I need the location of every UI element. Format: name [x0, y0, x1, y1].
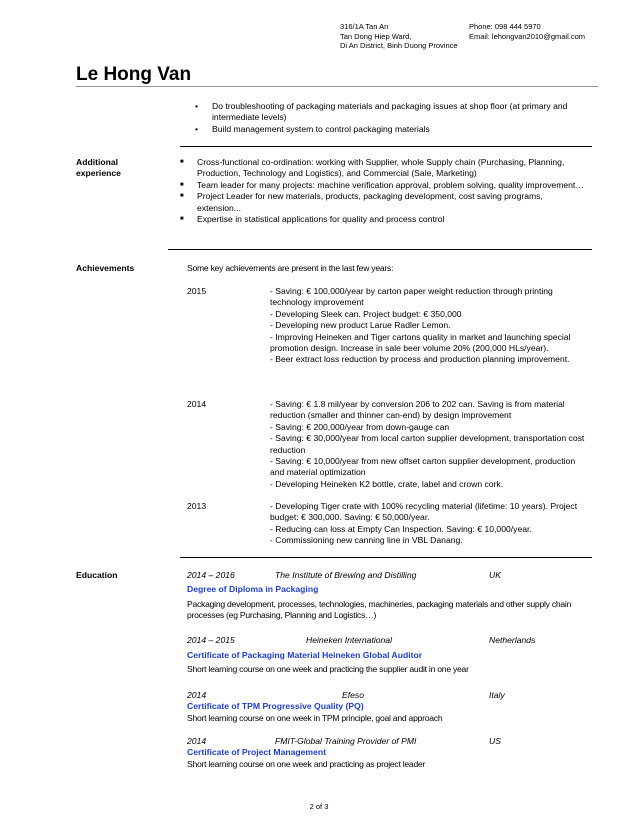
achievement-line: - Developing Tiger crate with 100% recycling material (lifetime: 10 years). Project budget: € 300,000. Saving: € 50,000/year. [270, 501, 578, 523]
education-desc: Packaging development, processes, technologies, machineries, packaging materials and other supply chain processes (eg Purchasing, Planning and Logistics…) [187, 599, 572, 621]
education-desc: Short learning course on one week in TPM principle, goal and approach [187, 713, 443, 723]
education-country: Netherlands [489, 635, 536, 645]
education-title: Certificate of TPM Progressive Quality (PQ) [187, 701, 364, 711]
list-item: ■ Team leader for many projects: machine verification approval, problem solving, quality improvement… [180, 179, 584, 190]
list-item: ■ Project Leader for new materials, products, packaging development, cost saving programs, extension... [180, 191, 543, 213]
education-institution: Heineken International [306, 635, 392, 645]
name-divider [76, 86, 598, 87]
education-date: 2014 – 2016 [187, 570, 235, 580]
achievement-line: - Improving Heineken and Tiger cartons quality in market and launching special promotion design. Increase in sale beer volume 20% (200,000 HLs/year). [270, 331, 571, 354]
page-number: 2 of 3 [309, 802, 329, 811]
achievement-line: - Saving: € 100,000/year by carton paper weight reduction through printing technology improvement [270, 286, 553, 308]
bullet-square-icon: ■ [180, 193, 184, 200]
achievement-line: - Saving: € 200,000/year from down-gauge can [270, 421, 450, 432]
education-desc: Short learning course on one week and practicing the supplier audit in one year [187, 664, 469, 674]
achievements-label: Achievements [76, 263, 135, 273]
bullet-dot-icon: • [195, 101, 199, 111]
list-item: ■ Expertise in statistical applications for quality and process control [180, 214, 445, 225]
achievement-list-2014 [270, 399, 588, 490]
bullet-square-icon: ■ [180, 181, 184, 188]
email-text: Email: lehongvan2010@gmail.com [469, 31, 586, 41]
achievement-line: - Reducing can loss at Empty Can Inspection. Saving: € 10,000/year. [270, 523, 532, 534]
education-date: 2014 [187, 736, 207, 746]
achievement-list-2015 [270, 286, 588, 366]
candidate-name: Le Hong Van [76, 64, 192, 85]
achievement-line: - Beer extract loss reduction by process and production planning improvement. [270, 354, 570, 365]
education-title: Certificate of Packaging Material Heineken Global Auditor [187, 650, 423, 660]
education-title: Degree of Diploma in Packaging [187, 584, 319, 594]
address-block [340, 22, 480, 51]
achievement-year: 2013 [187, 501, 207, 511]
education-institution: FMIT-Global Training Provider of PMI [275, 736, 417, 746]
additional-experience-label: Additional experience [76, 157, 121, 179]
phone-text: Phone: 098 444 5970 [469, 22, 541, 31]
list-item: • Build management system to control packaging materials [195, 123, 430, 134]
address-line: Tan Dong Hiep Ward, [340, 31, 412, 41]
address-line: 316/1A Tan An [340, 22, 389, 31]
section-divider [180, 146, 592, 147]
achievement-line: - Developing new product Larue Radler Lemon. [270, 320, 451, 331]
additional-experience-list [175, 157, 585, 225]
education-institution: Efeso [342, 690, 364, 700]
education-desc: Short learning course on one week and practicing as project leader [187, 759, 426, 769]
bullet-square-icon: ■ [180, 216, 184, 223]
bullet-dot-icon: • [195, 123, 199, 134]
list-item: • Do troubleshooting of packaging materials and packaging issues at shop floor (at primary and intermediate levels) [195, 101, 568, 123]
achievement-line: - Developing Heineken K2 bottle, crate, label and crown cork. [270, 478, 504, 489]
achievement-line: - Saving: € 1.8 mil/year by conversion 206 to 202 can. Saving is from material reduction (smaller and thinner can-end) by design improvement [270, 399, 565, 421]
education-institution: The Institute of Brewing and Distilling [275, 570, 417, 580]
achievement-list-2013 [270, 501, 588, 547]
bullet-square-icon: ■ [180, 159, 184, 165]
achievement-year: 2015 [187, 286, 207, 296]
education-country: US [489, 736, 501, 746]
education-country: Italy [489, 690, 505, 700]
top-bullet-list [190, 101, 595, 135]
education-country: UK [489, 570, 501, 580]
section-divider [180, 557, 592, 558]
section-divider [168, 249, 592, 250]
achievement-line: - Saving: € 30,000/year from local carton supplier development, transportation cost reduction [270, 433, 585, 455]
address-line: Di An District, Binh Duong Province [340, 41, 458, 50]
achievement-year: 2014 [187, 399, 207, 409]
achievement-line: - Commissioning new canning line in VBL Danang. [270, 535, 463, 546]
education-label: Education [76, 570, 118, 580]
achievement-line: - Saving: € 10,000/year from new offset carton supplier development, production and material optimization [270, 456, 576, 478]
contact-block [469, 22, 629, 41]
education-title: Certificate of Project Management [187, 747, 326, 757]
achievement-line: - Developing Sleek can. Project budget: € 350,000 [270, 308, 462, 319]
list-item: ■ Cross-functional co-ordination: working with Supplier, whole Supply chain (Purchasing, Planning, Production, Technology and Logistics), and Commercial (Sale, Marketing) [180, 157, 565, 179]
achievements-intro: Some key achievements are present in the last few years: [187, 263, 394, 273]
education-date: 2014 [187, 690, 207, 700]
education-date: 2014 – 2015 [187, 635, 235, 645]
